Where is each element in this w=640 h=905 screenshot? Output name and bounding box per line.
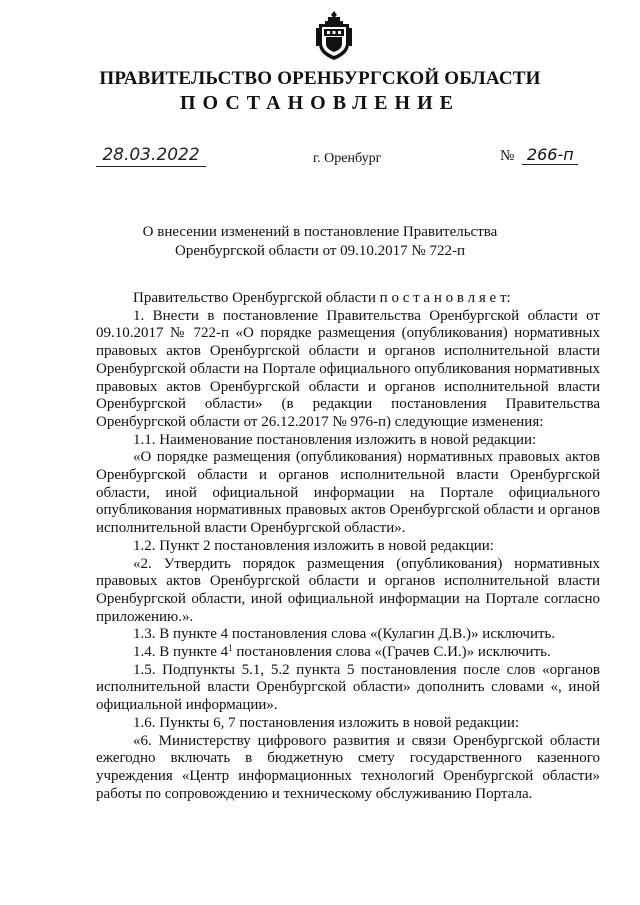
document-city: г. Оренбург xyxy=(313,151,382,166)
number-label: № xyxy=(500,148,515,164)
paragraph-1-4-start: 1.4. В пункте 4 xyxy=(133,644,229,661)
oblast-coat-of-arms-icon xyxy=(316,10,352,62)
document-body xyxy=(96,290,600,803)
paragraph-1-6: 1.6. Пункты 6, 7 постановления изложить в новой редакции: xyxy=(133,714,520,731)
subject-line-2: Оренбургской области от 09.10.2017 № 722-п xyxy=(174,243,466,259)
intro-paragraph: Правительство Оренбургской области п о с т а н о в л я е т: xyxy=(133,290,511,306)
paragraph-1-4 xyxy=(96,644,600,662)
paragraph-1: 1. Внести в постановление Правительства Оренбургской области от 09.10.2017 № 722-п «О порядке размещения (опубликования) нормативных правовых актов Оренбургской области и органов исполнительной власти Оренбургской области на Портале официального опубликования нормативных правовых актов Оренбургской области и органов исполнительной власти Оренбургской области» (в редакции постановления Правительства Оренбургской области от 26.12.2017 № 976-п) следующие изменения: xyxy=(96,307,600,430)
paragraph-1-4-superscript: 1 xyxy=(228,643,233,654)
document-type: ПОСТАНОВЛЕНИЕ xyxy=(180,92,460,114)
paragraph-1-1: 1.1. Наименование постановления изложить в новой редакции: xyxy=(133,431,537,448)
paragraph-1-5: 1.5. Подпункты 5.1, 5.2 пункта 5 постановления после слов «органов исполнительной власти Оренбургской области» дополнить словами «, иной официальной информации». xyxy=(96,661,600,714)
organization-title: ПРАВИТЕЛЬСТВО ОРЕНБУРГСКОЙ ОБЛАСТИ xyxy=(99,68,541,89)
paragraph-1-4-end: постановления слова «(Грачев С.И.)» исключить. xyxy=(232,644,551,661)
paragraph-1-6-quote: «6. Министерству цифрового развития и связи Оренбургской области ежегодно включать в бюджетную смету государственного казенного учреждения «Центр информационных технологий Оренбургской области» работы по сопровождению и техническому обслуживанию Портала. xyxy=(96,732,600,802)
document-subject xyxy=(120,223,520,261)
paragraph-1-1-quote: «О порядке размещения (опубликования) нормативных правовых актов Оренбургской области и органов исполнительной власти Оренбургской области, иной официальной информации на Портале официального опубликования нормативных правовых актов Оренбургской области и органов исполнительной власти Оренбургской области». xyxy=(96,449,600,537)
document-number-block xyxy=(500,145,578,165)
subject-line-1: О внесении изменений в постановление Правительства xyxy=(142,224,498,240)
paragraph-1-3: 1.3. В пункте 4 постановления слова «(Кулагин Д.В.)» исключить. xyxy=(133,626,556,643)
paragraph-1-2-quote: «2. Утвердить порядок размещения (опубликования) нормативных правовых актов Оренбургской области и органов исполнительной власти Оренбургской области, иной официальной информации на Портале согласно приложению.». xyxy=(96,555,600,625)
paragraph-1-2: 1.2. Пункт 2 постановления изложить в новой редакции: xyxy=(133,537,494,554)
document-date: 28.03.2022 xyxy=(96,145,206,167)
document-number: 266-п xyxy=(522,145,578,165)
